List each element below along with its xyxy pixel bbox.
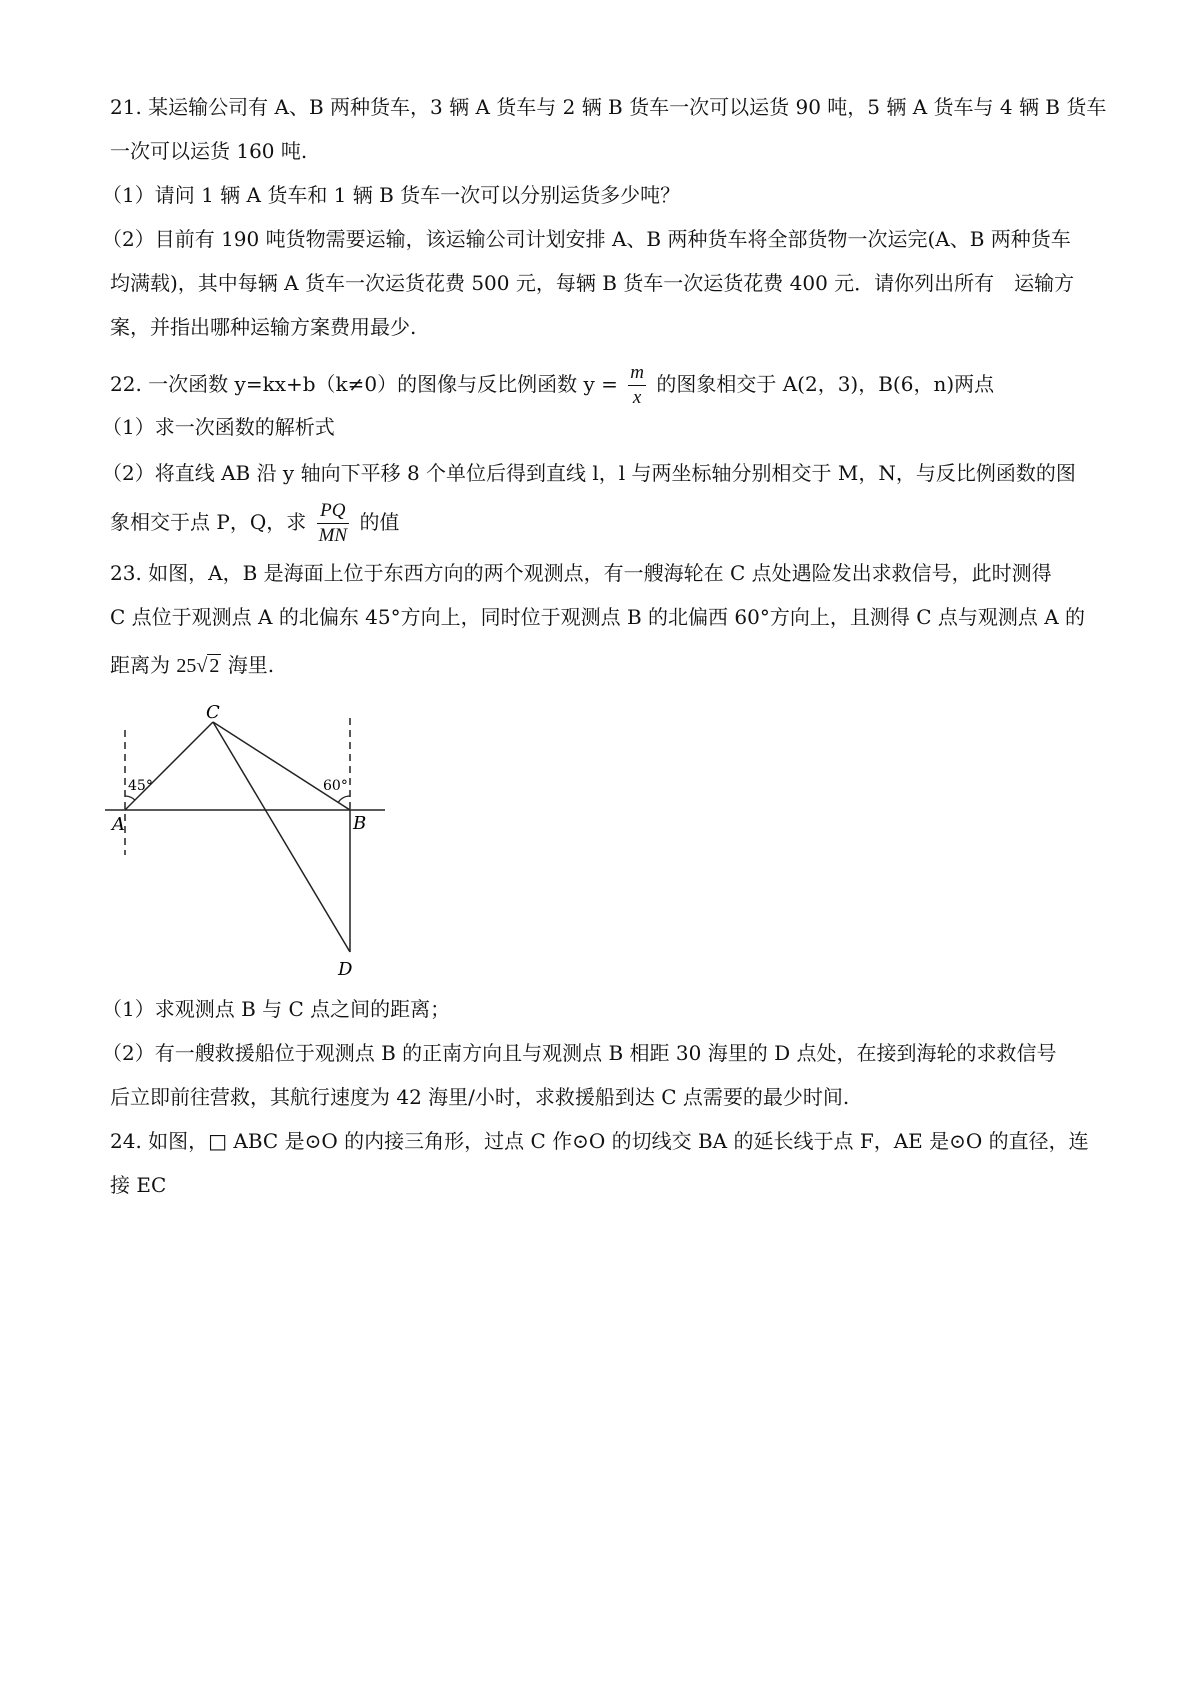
q22-intro [110, 360, 1100, 410]
segment-cd [213, 722, 350, 952]
q23-part1: （1）求观测点 B 与 C 点之间的距离； [102, 997, 451, 1021]
q23-diagram-main [100, 700, 430, 990]
angle-arc-b [338, 796, 350, 802]
q23-line1: 23. 如图，A，B 是海面上位于东西方向的两个观测点，有一艘海轮在 C 点处遇险发出求救信号，此时测得 [110, 561, 1052, 585]
fraction-numerator: PQ [317, 499, 350, 524]
q22-part2-line2 [110, 498, 1100, 548]
q23-line3 [110, 648, 1100, 683]
q21-line1: 21. 某运输公司有 A、B 两种货车，3 辆 A 货车与 2 辆 B 货车一次可以运货 90 吨，5 辆 A 货车与 4 辆 B 货车 [110, 95, 1107, 119]
q24-line1: 24. 如图，□ ABC 是⊙O 的内接三角形，过点 C 作⊙O 的切线交 BA 的延长线于点 F，AE 是⊙O 的直径，连 [110, 1129, 1089, 1153]
q21-part2-line1: （2）目前有 190 吨货物需要运输，该运输公司计划安排 A、B 两种货车将全部货物一次运完(A、B 两种货车 [102, 227, 1071, 251]
q23-line3-tail: 海里. [227, 653, 275, 677]
angle-label-b: 60° [323, 778, 348, 794]
segment-bc [213, 722, 350, 810]
q23-part2-line2: 后立即前往营救，其航行速度为 42 海里/小时，求救援船到达 C 点需要的最少时间. [110, 1085, 850, 1109]
q23-line2: C 点位于观测点 A 的北偏东 45°方向上，同时位于观测点 B 的北偏西 60°方向上，且测得 C 点与观测点 A 的 [110, 605, 1086, 629]
q23-radical-expression: 25√ 2 [176, 655, 220, 677]
label-d: D [338, 959, 353, 980]
q22-intro-text: 22. 一次函数 y=kx+b（k≠0）的图像与反比例函数 y = [110, 372, 618, 396]
angle-arc-a [125, 796, 135, 800]
fraction-numerator: m [628, 361, 646, 386]
fraction-denominator: x [632, 387, 642, 408]
q21-part2-line2: 均满载)，其中每辆 A 货车一次运货花费 500 元，每辆 B 货车一次运货花费 400 元．请你列出所有 运输方 [110, 271, 1075, 295]
q21-part2-line3: 案，并指出哪种运输方案费用最少. [110, 315, 417, 339]
q24-line2: 接 EC [110, 1173, 167, 1197]
q21-part1: （1）请问 1 辆 A 货车和 1 辆 B 货车一次可以分别运货多少吨？ [102, 183, 681, 207]
q22-part2-text: 象相交于点 P，Q，求 [110, 510, 307, 534]
q22-fraction-pq-over-mn [317, 499, 350, 548]
label-a: A [112, 814, 125, 835]
radical-coefficient: 25 [176, 655, 197, 677]
q23-line3-text: 距离为 [110, 653, 170, 677]
label-c: C [206, 702, 220, 723]
q22-part2-line1: （2）将直线 AB 沿 y 轴向下平移 8 个单位后得到直线 l，l 与两坐标轴分别相交于 M，N，与反比例函数的图 [102, 461, 1076, 485]
radicand: 2 [209, 655, 220, 677]
q23-part2-line1: （2）有一艘救援船位于观测点 B 的正南方向且与观测点 B 相距 30 海里的 D 点处，在接到海轮的求救信号 [102, 1041, 1057, 1065]
q22-fraction-m-over-x [628, 361, 646, 410]
q22-part1: （1）求一次函数的解析式 [102, 415, 335, 439]
fraction-denominator: MN [318, 525, 348, 546]
segment-ac [125, 722, 213, 810]
q22-intro-tail: 的图象相交于 A(2，3)，B(6，n)两点 [656, 372, 995, 396]
label-b: B [353, 813, 367, 834]
angle-label-a: 45° [128, 778, 153, 794]
q22-part2-tail: 的值 [359, 510, 400, 534]
q21-line2: 一次可以运货 160 吨. [110, 139, 308, 163]
